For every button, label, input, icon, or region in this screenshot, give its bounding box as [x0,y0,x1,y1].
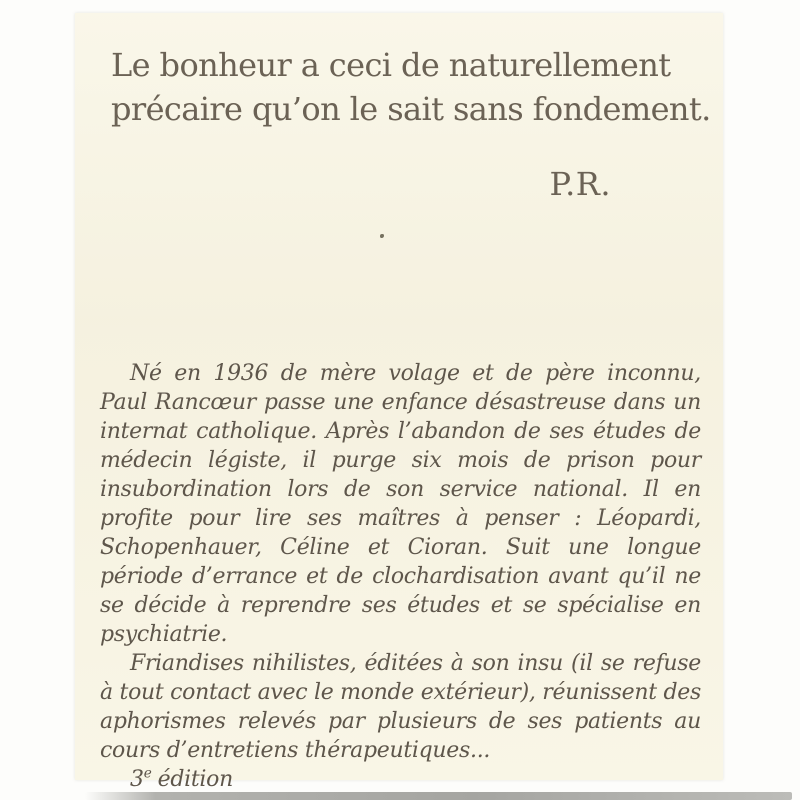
book-page [75,13,723,792]
edition-note [100,765,701,794]
edition-number: 3 [130,767,144,792]
quote-attribution: P.R. [549,165,611,203]
edition-word: édition [157,767,233,792]
author-bio [100,359,701,794]
bio-text [100,359,701,765]
epigraph-quote [75,13,723,131]
bio-paragraph: Né en 1936 de mère volage et de père inconnu, Paul Rancœur passe une enfance désastreuse dans un internat catholique. Après l’abandon de ses études de médecin légiste, il purge six mois de prison pour insubordination lors de son service national. Il en profite pour lire ses maîtres à penser : Léopardi, Schopenhauer, Céline et Cioran. Suit une longue période d’errance et de clochardisation avant qu’il ne se décide à reprendre ses études et se spécialise en psychiatrie. [100,361,701,647]
quote-line: Le bonheur a ceci de naturellement [111,46,671,84]
book-edge-shadow [85,792,792,800]
edition-ordinal-sup: e [143,765,152,782]
bio-paragraph: Friandises nihilistes, éditées à son insu (il se refuse à tout contact avec le monde extérieur), réunissent des aphorismes relevés par plusieurs de ses patients au cours d’entretiens thérapeutiques... [100,651,701,763]
quote-line: précaire qu’on le sait sans fondement. [111,90,711,128]
